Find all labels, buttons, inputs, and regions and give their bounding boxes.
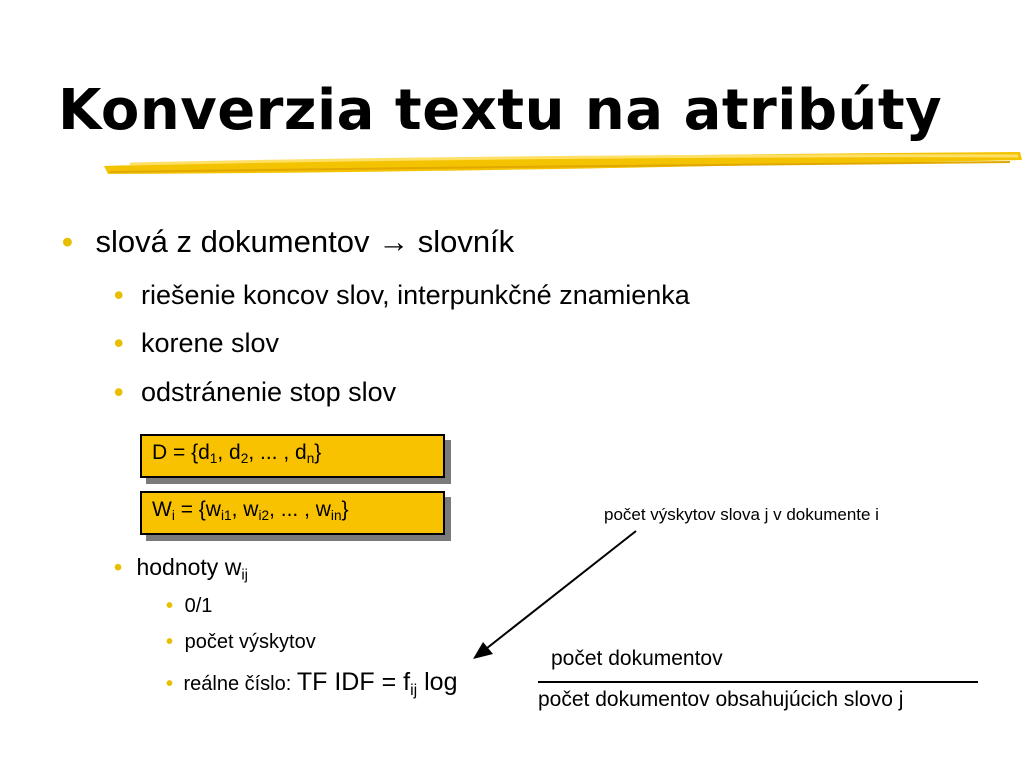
sub-point-text: korene slov [140,328,280,358]
subscript: n [306,451,315,467]
box-text: } [341,498,349,521]
subscript: 2 [240,451,249,467]
fraction-bar [538,681,978,683]
box-text: , ... , d [248,441,307,464]
box-text: , w [231,498,259,521]
subscript: ij [410,681,418,699]
real-label: reálne číslo: [183,673,297,695]
value-item-text: 0/1 [184,595,213,617]
value-item-text: počet výskytov [184,631,316,653]
subscript: i2 [258,508,270,524]
main-point-text-before: slová z dokumentov [95,224,379,259]
subscript: in [330,508,342,524]
values-point [114,554,248,583]
sub-point-text: riešenie koncov slov, interpunkčné znamienka [140,280,690,310]
box-text: , ... , w [269,498,331,521]
slide-title: Konverzia textu na atribúty [58,78,943,143]
sub-point-text: odstránenie stop slov [140,377,397,407]
fraction-numerator: počet dokumentov [551,647,723,670]
value-item [166,595,212,618]
box-text: D = {d [152,441,210,464]
value-item [166,631,316,654]
bullet-dot: • [114,554,123,580]
bullet-dot: • [114,328,124,358]
bullet-dot: • [166,673,174,695]
box-text: } [314,441,322,464]
bullet-dot: • [114,280,124,310]
subscript: 1 [209,451,218,467]
subscript: i [171,508,175,524]
values-text: hodnoty w [136,554,242,580]
bullet-dot: • [166,595,174,617]
bullet-dot: • [114,377,124,407]
arrow-right-icon: → [378,224,410,259]
fraction-denominator: počet dokumentov obsahujúcich slovo j [538,688,904,711]
main-point-text-after: slovník [409,224,515,259]
subscript: i1 [220,508,232,524]
box-text: W [152,498,172,521]
bullet-dot: • [62,224,73,259]
subscript: ij [241,566,248,584]
log-text: log [417,668,458,696]
tfidf-formula: TF IDF = f [296,668,411,696]
box-text: , d [217,441,241,464]
bullet-dot: • [166,631,174,653]
value-item-real [166,668,457,700]
annotation-label: počet výskytov slova j v dokumente i [604,505,879,524]
box-text: = {w [174,498,221,521]
